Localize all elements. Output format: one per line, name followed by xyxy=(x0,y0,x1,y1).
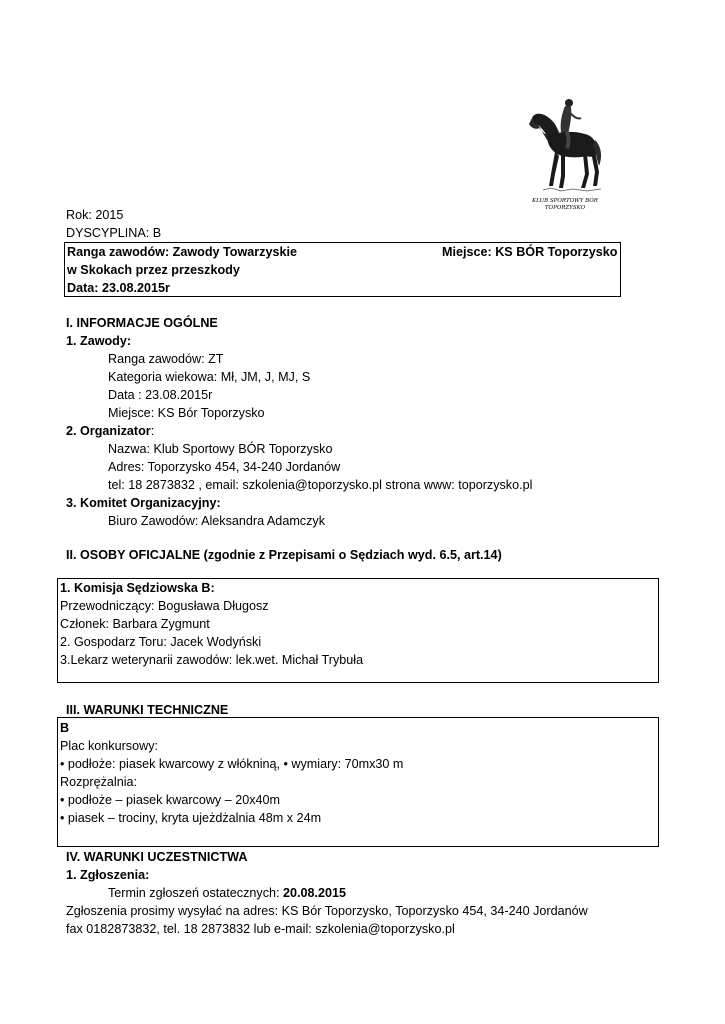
zawody-line: Ranga zawodów: ZT xyxy=(108,352,224,366)
competition-date: Data: 23.08.2015r xyxy=(67,281,170,295)
organizer-title: 2. Organizator xyxy=(66,424,151,438)
organizer-line: tel: 18 2873832 , email: szkolenia@toporzysko.pl strona www: toporzysko.pl xyxy=(108,478,533,492)
deadline-value: 20.08.2015 xyxy=(283,886,347,900)
technical-line: Plac konkursowy: xyxy=(60,739,158,753)
year-label: Rok: 2015 xyxy=(66,208,124,222)
section-1-title: I. INFORMACJE OGÓLNE xyxy=(66,316,218,330)
zawody-line: Data : 23.08.2015r xyxy=(108,388,213,402)
officials-line: Członek: Barbara Zygmunt xyxy=(60,617,210,631)
logo-text-line2: TOPORZYSKO xyxy=(544,205,586,211)
zawody-title: 1. Zawody: xyxy=(66,334,132,348)
committee-line: Biuro Zawodów: Aleksandra Adamczyk xyxy=(108,514,325,528)
organizer-line: Adres: Toporzysko 454, 34-240 Jordanów xyxy=(108,460,341,474)
club-logo xyxy=(521,94,609,218)
header-box xyxy=(64,242,621,297)
technical-line: Rozprężalnia: xyxy=(60,775,138,789)
organizer-colon: : xyxy=(150,424,155,438)
competition-rank-cont: w Skokach przez przeszkody xyxy=(67,263,240,277)
organizer-line: Nazwa: Klub Sportowy BÓR Toporzysko xyxy=(108,442,333,456)
entries-contact: fax 0182873832, tel. 18 2873832 lub e-mail: szkolenia@toporzysko.pl xyxy=(66,922,455,936)
section-3-title: III. WARUNKI TECHNICZNE xyxy=(66,703,229,717)
organizer-heading xyxy=(66,422,154,440)
deadline-label: Termin zgłoszeń ostatecznych: xyxy=(108,886,283,900)
officials-line: 3.Lekarz weterynarii zawodów: lek.wet. Michał Trybuła xyxy=(60,653,364,667)
technical-line: • podłoże: piasek kwarcowy z włókniną, • wymiary: 70mx30 m xyxy=(60,757,404,771)
technical-discipline: B xyxy=(60,721,70,735)
logo-text-line1: KLUB SPORTOWY BÓR xyxy=(532,198,598,204)
deadline-line xyxy=(108,884,346,902)
section-2-title: II. OSOBY OFICJALNE (zgodnie z Przepisami o Sędziach wyd. 6.5, art.14) xyxy=(66,548,502,562)
technical-line: • piasek – trociny, kryta ujeżdżalnia 48m x 24m xyxy=(60,811,322,825)
competition-place: Miejsce: KS BÓR Toporzysko xyxy=(442,245,618,259)
officials-box xyxy=(57,578,659,683)
discipline-label: DYSCYPLINA: B xyxy=(66,226,162,240)
horse-rider-logo-icon xyxy=(521,94,609,198)
officials-line: Przewodniczący: Bogusława Długosz xyxy=(60,599,269,613)
entries-title: 1. Zgłoszenia: xyxy=(66,868,150,882)
section-4-title: IV. WARUNKI UCZESTNICTWA xyxy=(66,850,248,864)
zawody-line: Kategoria wiekowa: Mł, JM, J, MJ, S xyxy=(108,370,311,384)
zawody-line: Miejsce: KS Bór Toporzysko xyxy=(108,406,265,420)
judges-title: 1. Komisja Sędziowska B: xyxy=(60,581,215,595)
entries-address: Zgłoszenia prosimy wysyłać na adres: KS Bór Toporzysko, Toporzysko 454, 34-240 Jordanów xyxy=(66,904,588,918)
committee-title: 3. Komitet Organizacyjny: xyxy=(66,496,221,510)
technical-line: • podłoże – piasek kwarcowy – 20x40m xyxy=(60,793,281,807)
competition-rank: Ranga zawodów: Zawody Towarzyskie xyxy=(67,245,297,259)
officials-line: 2. Gospodarz Toru: Jacek Wodyński xyxy=(60,635,262,649)
technical-box xyxy=(57,717,659,847)
